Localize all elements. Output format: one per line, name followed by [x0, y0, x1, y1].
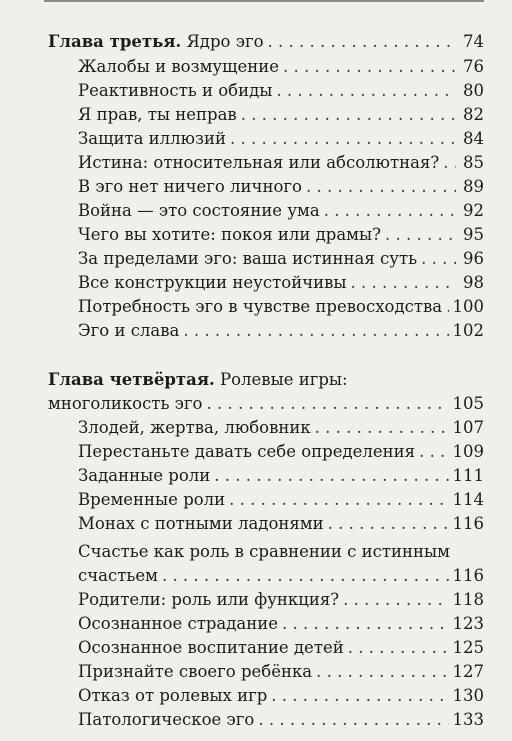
- toc-entry[interactable]: [78, 269, 484, 295]
- page-number: 96: [463, 249, 484, 268]
- leader-dots: [343, 588, 448, 612]
- toc-entry[interactable]: [78, 293, 484, 319]
- leader-dots: [282, 612, 449, 636]
- page-number: 102: [452, 321, 484, 340]
- chapter-3-title: Ядро эго: [181, 32, 264, 51]
- entry-title: Война — это состояние ума: [78, 201, 320, 220]
- leader-dots: [183, 319, 448, 343]
- toc-entry[interactable]: [78, 173, 484, 199]
- entry-title: Родители: роль или функция?: [78, 590, 340, 609]
- leader-dots: [421, 247, 456, 271]
- entry-title: За пределами эго: ваша истинная суть: [78, 249, 418, 268]
- chapter-4-heading-cont[interactable]: [48, 390, 484, 416]
- leader-dots: [328, 512, 449, 536]
- leader-dots: [315, 416, 449, 440]
- top-rule: [44, 0, 484, 2]
- entry-title: Я прав, ты неправ: [78, 105, 237, 124]
- leader-dots: [419, 440, 448, 464]
- toc-entry[interactable]: [78, 414, 484, 440]
- page-number: 116: [452, 514, 484, 533]
- page-number: 125: [452, 638, 484, 657]
- chapter-4-title: Ролевые игры:: [214, 370, 348, 389]
- chapter-4-title-line2: многоликость эго: [48, 394, 203, 413]
- entry-title: Жалобы и возмущение: [78, 57, 279, 76]
- leader-dots: [241, 103, 456, 127]
- leader-dots: [268, 30, 456, 54]
- page-number: 123: [452, 614, 484, 633]
- page-number: 118: [452, 590, 484, 609]
- entry-title: Чего вы хотите: покоя или драмы?: [78, 225, 381, 244]
- leader-dots: [283, 55, 456, 79]
- toc-entry[interactable]: [78, 682, 484, 708]
- page-number: 76: [463, 57, 484, 76]
- leader-dots: [306, 175, 456, 199]
- entry-title: Защита иллюзий: [78, 129, 226, 148]
- entry-title-line2: счастьем: [78, 566, 158, 585]
- leader-dots: [351, 271, 456, 295]
- toc-entry[interactable]: [78, 510, 484, 536]
- toc-entry[interactable]: [78, 706, 484, 732]
- leader-dots: [324, 199, 456, 223]
- toc-entry[interactable]: [78, 245, 484, 271]
- page-number: 105: [452, 394, 484, 413]
- entry-title: Реактивность и обиды: [78, 81, 273, 100]
- toc-entry[interactable]: [78, 586, 484, 612]
- toc-entry[interactable]: [78, 634, 484, 660]
- page-number: 95: [463, 225, 484, 244]
- entry-title: Патологическое эго: [78, 710, 255, 729]
- leader-dots: [446, 295, 448, 319]
- toc-entry[interactable]: [78, 486, 484, 512]
- page-number: 80: [463, 81, 484, 100]
- toc-entry[interactable]: [78, 462, 484, 488]
- leader-dots: [271, 684, 448, 708]
- page-number: 84: [463, 129, 484, 148]
- leader-dots: [348, 636, 449, 660]
- chapter-4-heading[interactable]: [48, 366, 484, 392]
- page-number: 82: [463, 105, 484, 124]
- toc-entry-line2[interactable]: [78, 562, 484, 588]
- leader-dots: [258, 708, 448, 732]
- chapter-4-number: Глава четвёртая.: [48, 370, 215, 389]
- toc-entry[interactable]: [78, 221, 484, 247]
- page-number: 92: [463, 201, 484, 220]
- page-number: 109: [452, 442, 484, 461]
- page-number: 100: [452, 297, 484, 316]
- page-number: 74: [463, 32, 484, 51]
- entry-title: Осознанное страдание: [78, 614, 278, 633]
- page-number: 133: [452, 710, 484, 729]
- entry-title: Потребность эго в чувстве превосходства: [78, 297, 443, 316]
- page-number: 89: [463, 177, 484, 196]
- leader-dots: [316, 660, 448, 684]
- toc-entry[interactable]: [78, 438, 484, 464]
- entry-title: Временные роли: [78, 490, 226, 509]
- page-number: 127: [452, 662, 484, 681]
- leader-dots: [207, 392, 449, 416]
- chapter-3-number: Глава третья.: [48, 32, 182, 51]
- entry-title: Истина: относительная или абсолютная?: [78, 153, 440, 172]
- entry-title: Все конструкции неустойчивы: [78, 273, 347, 292]
- entry-title: В эго нет ничего личного: [78, 177, 302, 196]
- toc-entry[interactable]: [78, 77, 484, 103]
- page-number: 111: [452, 466, 484, 485]
- leader-dots: [443, 151, 456, 175]
- toc-entry[interactable]: [78, 610, 484, 636]
- toc-entry[interactable]: [78, 101, 484, 127]
- leader-dots: [214, 464, 448, 488]
- leader-dots: [162, 564, 449, 588]
- leader-dots: [230, 127, 456, 151]
- entry-title: Злодей, жертва, любовник: [78, 418, 311, 437]
- toc-entry[interactable]: [78, 53, 484, 79]
- entry-title: Заданные роли: [78, 466, 211, 485]
- toc-entry[interactable]: [78, 317, 484, 343]
- leader-dots: [385, 223, 456, 247]
- page-number: 114: [452, 490, 484, 509]
- entry-title: Отказ от ролевых игр: [78, 686, 268, 705]
- page-number: 85: [463, 153, 484, 172]
- page-number: 130: [452, 686, 484, 705]
- toc-entry[interactable]: [78, 125, 484, 151]
- page-number: 107: [452, 418, 484, 437]
- toc-entry-line1[interactable]: [78, 538, 484, 564]
- entry-title: Осознанное воспитание детей: [78, 638, 344, 657]
- entry-title: Монах с потными ладонями: [78, 514, 324, 533]
- toc-entry[interactable]: [78, 658, 484, 684]
- page-number: 98: [463, 273, 484, 292]
- leader-dots: [229, 488, 448, 512]
- entry-title: Признайте своего ребёнка: [78, 662, 313, 681]
- toc-entry[interactable]: [78, 197, 484, 223]
- entry-title: Перестаньте давать себе определения: [78, 442, 416, 461]
- entry-title: Счастье как роль в сравнении с истинным: [78, 542, 450, 561]
- leader-dots: [276, 79, 456, 103]
- page-number: 116: [452, 566, 484, 585]
- chapter-3-heading[interactable]: [48, 28, 484, 54]
- entry-title: Эго и слава: [78, 321, 180, 340]
- toc-entry[interactable]: [78, 149, 484, 175]
